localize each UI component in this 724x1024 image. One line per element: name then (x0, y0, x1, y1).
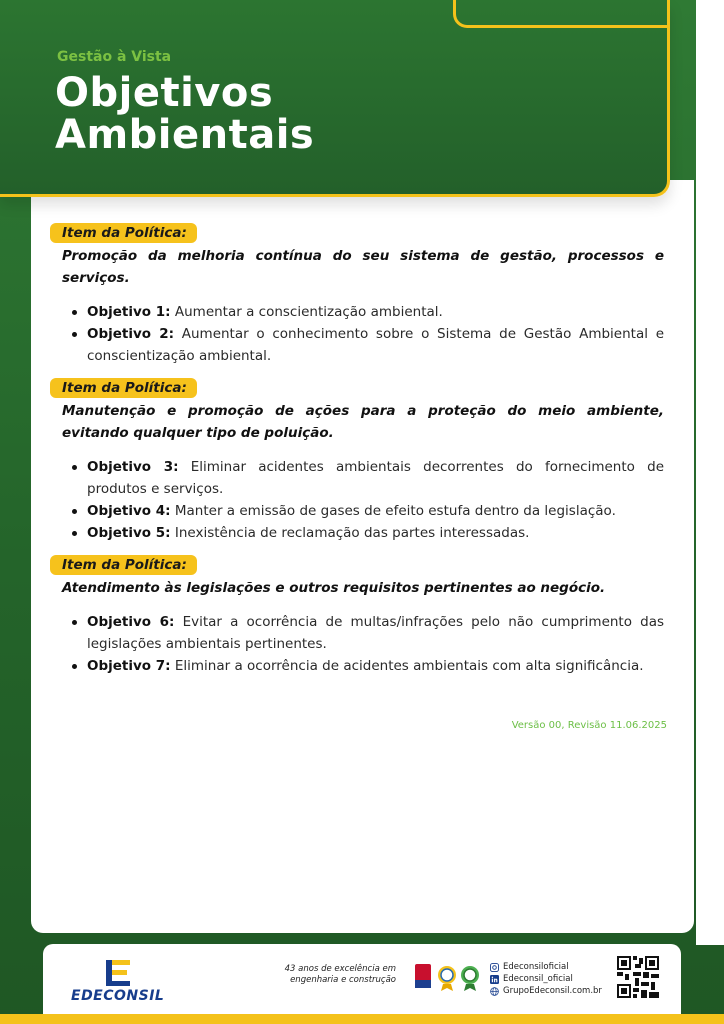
edeconsil-logo-icon (103, 958, 133, 988)
tagline-line: engenharia e construção (290, 975, 396, 985)
website-url: GrupoEdeconsil.com.br (503, 986, 602, 996)
objective-list (72, 301, 664, 367)
objective-label: Objetivo 1: (87, 304, 171, 320)
globe-icon (490, 987, 499, 996)
linkedin-handle: Edeconsil_oficial (503, 974, 573, 984)
header-card (0, 0, 670, 197)
objective-text: Evitar a ocorrência de multas/infrações pelo não cumprimento das legislações ambientais pertinentes. (87, 614, 665, 652)
contact-instagram[interactable] (490, 961, 602, 973)
objective-item (72, 323, 664, 367)
objective-list (72, 456, 664, 544)
objective-item (72, 500, 664, 522)
objective-item (72, 456, 664, 500)
objective-list (72, 611, 664, 677)
objective-text: Aumentar o conhecimento sobre o Sistema de Gestão Ambiental e conscientização ambiental. (87, 326, 665, 364)
objective-label: Objetivo 2: (87, 326, 175, 342)
content (50, 222, 664, 687)
bottom-accent-bar (0, 1014, 724, 1024)
policy-pill: Item da Política: (50, 555, 197, 575)
footer-tagline (263, 964, 396, 986)
objective-text: Inexistência de reclamação das partes interessadas. (174, 525, 530, 541)
instagram-icon (490, 963, 499, 972)
contact-list (490, 961, 602, 997)
policy-text: Manutenção e promoção de ações para a proteção do meio ambiente, evitando qualquer tipo de poluição. (62, 403, 664, 441)
objective-label: Objetivo 6: (87, 614, 175, 630)
qr-code-icon[interactable] (617, 956, 659, 998)
header-kicker: Gestão à Vista (57, 49, 172, 65)
objective-text: Manter a emissão de gases de efeito estufa dentro da legislação. (174, 503, 616, 519)
policy-text: Promoção da melhoria contínua do seu sistema de gestão, processos e serviços. (62, 248, 664, 286)
policy-text: Atendimento às legislações e outros requisitos pertinentes ao negócio. (62, 580, 606, 596)
objective-label: Objetivo 7: (87, 658, 171, 674)
policy-section-2 (50, 377, 664, 544)
objective-text: Eliminar a ocorrência de acidentes ambientais com alta significância. (174, 658, 644, 674)
policy-section-3 (50, 554, 664, 677)
objective-item (72, 522, 664, 544)
contact-website[interactable] (490, 985, 602, 997)
objective-label: Objetivo 5: (87, 525, 171, 541)
right-edge-band (696, 0, 724, 945)
objective-item (72, 655, 664, 677)
version-note: Versão 00, Revisão 11.06.2025 (511, 720, 667, 731)
objective-text: Aumentar a conscientização ambiental. (174, 304, 443, 320)
policy-pill: Item da Política: (50, 223, 197, 243)
objective-label: Objetivo 4: (87, 503, 171, 519)
objective-item (72, 611, 664, 655)
policy-pill: Item da Política: (50, 378, 197, 398)
instagram-handle: Edeconsiloficial (503, 962, 569, 972)
objective-item (72, 301, 664, 323)
policy-section-1 (50, 222, 664, 367)
linkedin-icon (490, 975, 499, 984)
certification-badges-icon (415, 962, 480, 992)
header-accent-line (453, 0, 670, 28)
contact-linkedin[interactable] (490, 973, 602, 985)
objective-label: Objetivo 3: (87, 459, 179, 475)
logo-text: EDECONSIL (71, 988, 165, 1004)
page-title: Objetivos Ambientais (55, 70, 315, 158)
objective-text: Eliminar acidentes ambientais decorrentes do fornecimento de produtos e serviços. (87, 459, 664, 497)
tagline-line: 43 anos de excelência em (284, 964, 396, 974)
footer (43, 944, 681, 1014)
